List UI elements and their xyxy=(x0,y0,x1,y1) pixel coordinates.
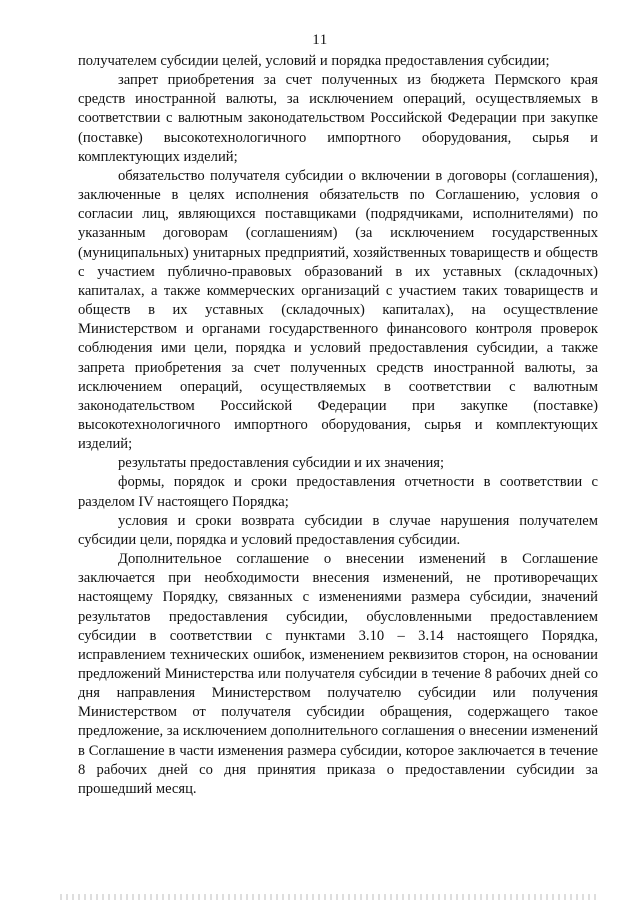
paragraph-contract-obligation: обязательство получателя субсидии о включении в договоры (соглашения), заключенные в целях исполнения обязательств по Соглашению, условия о согласии лиц, являющихся поставщиками (подрядчиками, исполнителями) по указанным договорам (соглашениям) (за исключением государственных (муниципальных) унитарных предприятий, хозяйственных товариществ и обществ с участием публично-правовых образований в их уставных (складочных) капиталах, а также коммерческих организаций с участием таких товариществ и обществ в их уставных (складочных) капиталах), на осуществление Министерством и органами государственного финансового контроля проверок соблюдения ими цели, порядка и условий предоставления субсидии, а также запрета приобретения за счет полученных средств иностранной валюты, за исключением операций, осуществляемых в соответствии с валютным законодательством Российской Федерации при закупке (поставке) высокотехнологичного импортного оборудования, сырья и комплектующих изделий; xyxy=(78,167,598,453)
scan-artifact-line xyxy=(60,894,600,900)
paragraph-supplementary-agreement: Дополнительное соглашение о внесении изменений в Соглашение заключается при необходимости внесения изменений, не противоречащих настоящему Порядку, связанных с изменениями размера субсидии, значений результатов предоставления субсидии, обусловленными предоставлением субсидии в соответствии с пунктами 3.10 – 3.14 настоящего Порядка, исправлением технических ошибок, изменением реквизитов сторон, на основании предложений Министерства или получателя субсидии в течение 8 рабочих дней со дня направления Министерством получателю субсидии или получения Министерством от получателя субсидии обращения, содержащего такое предложение, за исключением дополнительного соглашения о внесении изменений в Соглашение в части изменения размера субсидии, которое заключается в течение 8 рабочих дней со дня принятия приказа о предоставлении субсидии за прошедший месяц. xyxy=(78,551,598,797)
document-body xyxy=(78,52,598,799)
page-number: 11 xyxy=(312,32,328,48)
paragraph-results: результаты предоставления субсидии и их значения; xyxy=(118,455,445,472)
paragraph-reporting: формы, порядок и сроки предоставления отчетности в соответствии с разделом IV настоящего Порядка; xyxy=(78,474,598,510)
paragraph-continuation: получателем субсидии целей, условий и порядка предоставления субсидии; xyxy=(78,53,550,69)
paragraph-return-conditions: условия и сроки возврата субсидии в случае нарушения получателем субсидии цели, порядка и условий предоставления субсидии. xyxy=(78,512,598,548)
paragraph-currency-ban: запрет приобретения за счет полученных из бюджета Пермского края средств иностранной валюты, за исключением операций, осуществляемых в соответствии с валютным законодательством Российской Федерации при закупке (поставке) высокотехнологичного импортного оборудования, сырья и комплектующих изделий; xyxy=(78,72,598,165)
